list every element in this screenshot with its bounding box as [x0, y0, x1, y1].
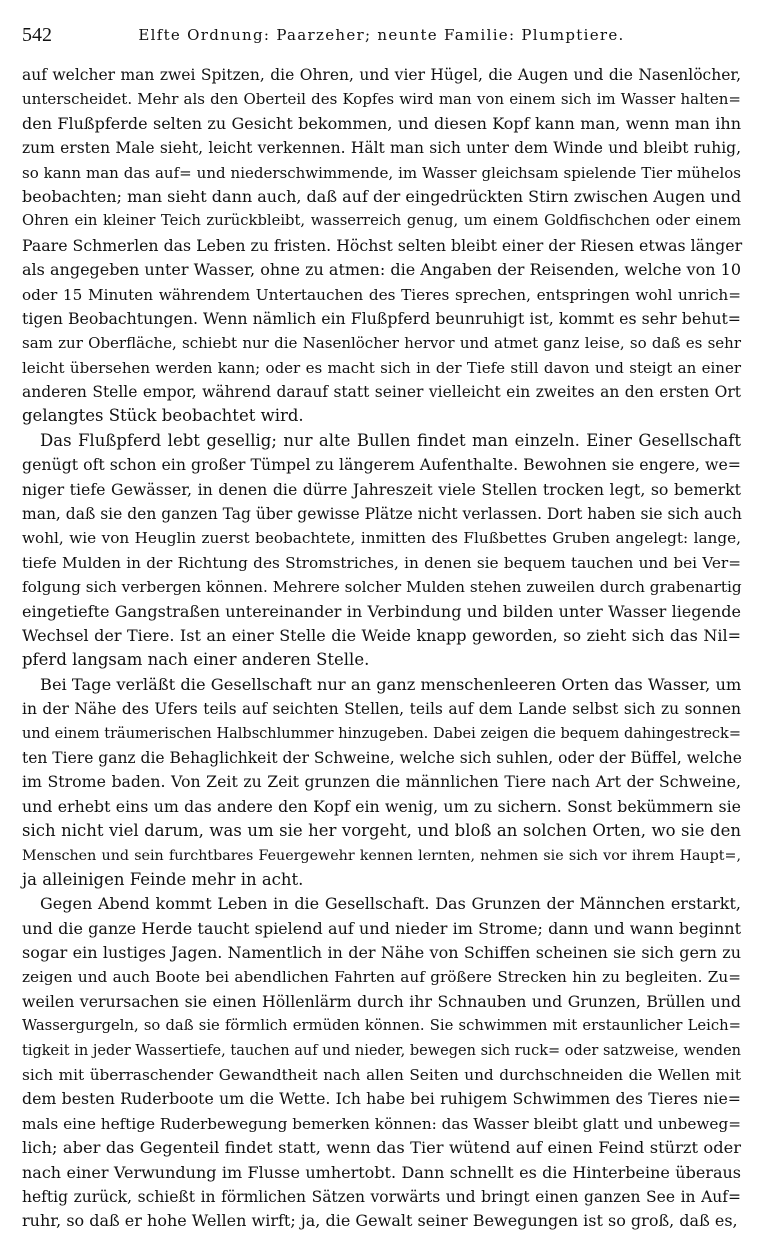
text-line: oder 15 Minuten währendem Untertauchen des Tieres sprechen, entspringen wohl unrich= — [22, 285, 741, 304]
text-line: sich mit überraschender Gewandtheit nach allen Seiten und durchschneiden die Wellen mit — [22, 1066, 741, 1085]
text-line: Ohren ein kleiner Teich zurückbleibt, wasserreich genug, um einem Goldfischchen oder einem — [22, 212, 741, 230]
text-line: zeigen und auch Boote bei abendlichen Fahrten auf größere Strecken hin zu begleiten. Zu= — [22, 968, 741, 987]
text-line: heftig zurück, schießt in förmlichen Sätzen vorwärts und bringt einen ganzen See in Auf= — [22, 1187, 741, 1206]
body-text — [22, 63, 741, 1234]
text-line: eingetiefte Gangstraßen untereinander in Verbindung und bilden unter Wasser liegende — [22, 601, 741, 621]
text-line: nach einer Verwundung im Flusse umhertobt. Dann schnellt es die Hinterbeine überaus — [22, 1162, 741, 1182]
text-line: als angegeben unter Wasser, ohne zu atmen: die Angaben der Reisenden, welche von 10 — [22, 260, 741, 280]
text-line: unterscheidet. Mehr als den Oberteil des Kopfes wird man von einem sich im Wasser halten= — [22, 90, 741, 109]
text-line: weilen verursachen sie einen Höllenlärm durch ihr Schnauben und Grunzen, Brüllen und — [22, 991, 741, 1011]
paragraph — [22, 892, 741, 1233]
text-line: sich nicht viel darum, was um sie her vorgeht, und bloß an solchen Orten, wo sie den — [22, 821, 741, 841]
text-line: Wechsel der Tiere. Ist an einer Stelle die Weide knapp geworden, so zieht sich das Nil= — [22, 625, 741, 645]
text-line: Gegen Abend kommt Leben in die Gesellschaft. Das Grunzen der Männchen erstarkt, — [40, 894, 741, 914]
text-line: und einem träumerischen Halbschlummer hinzugeben. Dabei zeigen die bequem dahingestreck= — [22, 725, 741, 742]
text-line: folgung sich verbergen können. Mehrere solcher Mulden stehen zuweilen durch grabenartig — [22, 578, 742, 597]
text-line: auf welcher man zwei Spitzen, die Ohren, und vier Hügel, die Augen und die Nasenlöcher, — [22, 66, 741, 84]
text-line: tiefe Mulden in der Richtung des Stromstriches, in denen sie bequem tauchen und bei Ver= — [22, 553, 741, 572]
text-line: ja alleinigen Feinde mehr in acht. — [22, 869, 304, 889]
text-line: man, daß sie den ganzen Tag über gewisse Plätze nicht verlassen. Dort haben sie sich auch — [22, 505, 742, 524]
text-line: tigkeit in jeder Wassertiefe, tauchen auf und nieder, bewegen sich ruck= oder satzweise, wenden — [22, 1042, 741, 1059]
text-line: und erhebt eins um das andere den Kopf ein wenig, um zu sichern. Sonst bekümmern sie — [22, 796, 741, 816]
running-head — [22, 24, 741, 52]
text-line: Menschen und sein furchtbares Feuergewehr kennen lernten, nehmen sie sich vor ihrem Haupt=, — [22, 847, 741, 864]
paragraph — [22, 63, 741, 429]
page-number: 542 — [22, 24, 52, 46]
text-line: Paare Schmerlen das Leben zu fristen. Höchst selten bleibt einer der Riesen etwas länger — [22, 235, 743, 255]
text-line: beobachten; man sieht dann auch, daß auf der eingedrückten Stirn zwischen Augen und — [22, 186, 742, 206]
text-line: Wassergurgeln, so daß sie förmlich ermüden können. Sie schwimmen mit erstaunlicher Leich= — [22, 1017, 741, 1035]
text-line: und die ganze Herde taucht spielend auf und nieder im Strome; dann und wann beginnt — [22, 918, 741, 938]
text-line: lich; aber das Gegenteil findet statt, wenn das Tier wütend auf einen Feind stürzt oder — [22, 1138, 741, 1158]
text-line: mals eine heftige Ruderbewegung bemerken können: das Wasser bleibt glatt und unbeweg= — [22, 1114, 741, 1133]
paragraph — [22, 429, 741, 673]
text-line: pferd langsam nach einer anderen Stelle. — [22, 650, 370, 670]
text-line: im Strome baden. Von Zeit zu Zeit grunzen die männlichen Tiere nach Art der Schweine, — [22, 772, 741, 792]
text-line: den Flußpferde selten zu Gesicht bekommen, und diesen Kopf kann man, wenn man ihn — [22, 113, 741, 133]
paragraph — [22, 673, 741, 893]
text-line: dem besten Ruderboote um die Wette. Ich habe bei ruhigem Schwimmen des Tieres nie= — [22, 1089, 741, 1109]
text-line: in der Nähe des Ufers teils auf seichten Stellen, teils auf dem Lande selbst sich zu sonnen — [22, 700, 741, 719]
text-line: genügt oft schon ein großer Tümpel zu längerem Aufenthalte. Bewohnen sie engere, we= — [22, 455, 741, 475]
text-line: wohl, wie von Heuglin zuerst beobachtete, inmitten des Flußbettes Gruben angelegt: lange, — [22, 529, 741, 548]
text-line: sogar ein lustiges Jagen. Namentlich in der Nähe von Schiffen scheinen sie sich gern zu — [22, 943, 741, 963]
text-line: ruhr, so daß er hohe Wellen wirft; ja, die Gewalt seiner Bewegungen ist so groß, daß es, — [22, 1211, 738, 1231]
text-line: sam zur Oberfläche, schiebt nur die Nasenlöcher hervor und atmet ganz leise, so daß es sehr — [22, 334, 741, 353]
text-line: zum ersten Male sieht, leicht verkennen. Hält man sich unter dem Winde und bleibt ruhig, — [22, 139, 741, 158]
running-title: Elfte Ordnung: Paarzeher; neunte Familie: Plumptiere. — [138, 26, 625, 44]
text-line: so kann man das auf= und niederschwimmende, im Wasser gleichsam spielende Tier mühelos — [22, 163, 741, 182]
text-line: Bei Tage verläßt die Gesellschaft nur an ganz menschenleeren Orten das Wasser, um — [40, 674, 742, 694]
text-line: anderen Stelle empor, während darauf statt seiner vielleicht ein zweites an den ersten Ort — [22, 383, 741, 402]
text-line: niger tiefe Gewässer, in denen die dürre Jahreszeit viele Stellen trocken legt, so bemerkt — [22, 479, 741, 499]
text-line: gelangtes Stück beobachtet wird. — [22, 406, 304, 426]
text-line: ten Tiere ganz die Behaglichkeit der Schweine, welche sich suhlen, oder der Büffel, welche — [22, 748, 742, 767]
text-line: tigen Beobachtungen. Wenn nämlich ein Flußpferd beunruhigt ist, kommt es sehr behut= — [22, 308, 741, 328]
text-line: Das Flußpferd lebt gesellig; nur alte Bullen findet man einzeln. Einer Gesellschaft — [40, 430, 741, 450]
text-line: leicht übersehen werden kann; oder es macht sich in der Tiefe still davon und steigt an einer — [22, 358, 741, 377]
